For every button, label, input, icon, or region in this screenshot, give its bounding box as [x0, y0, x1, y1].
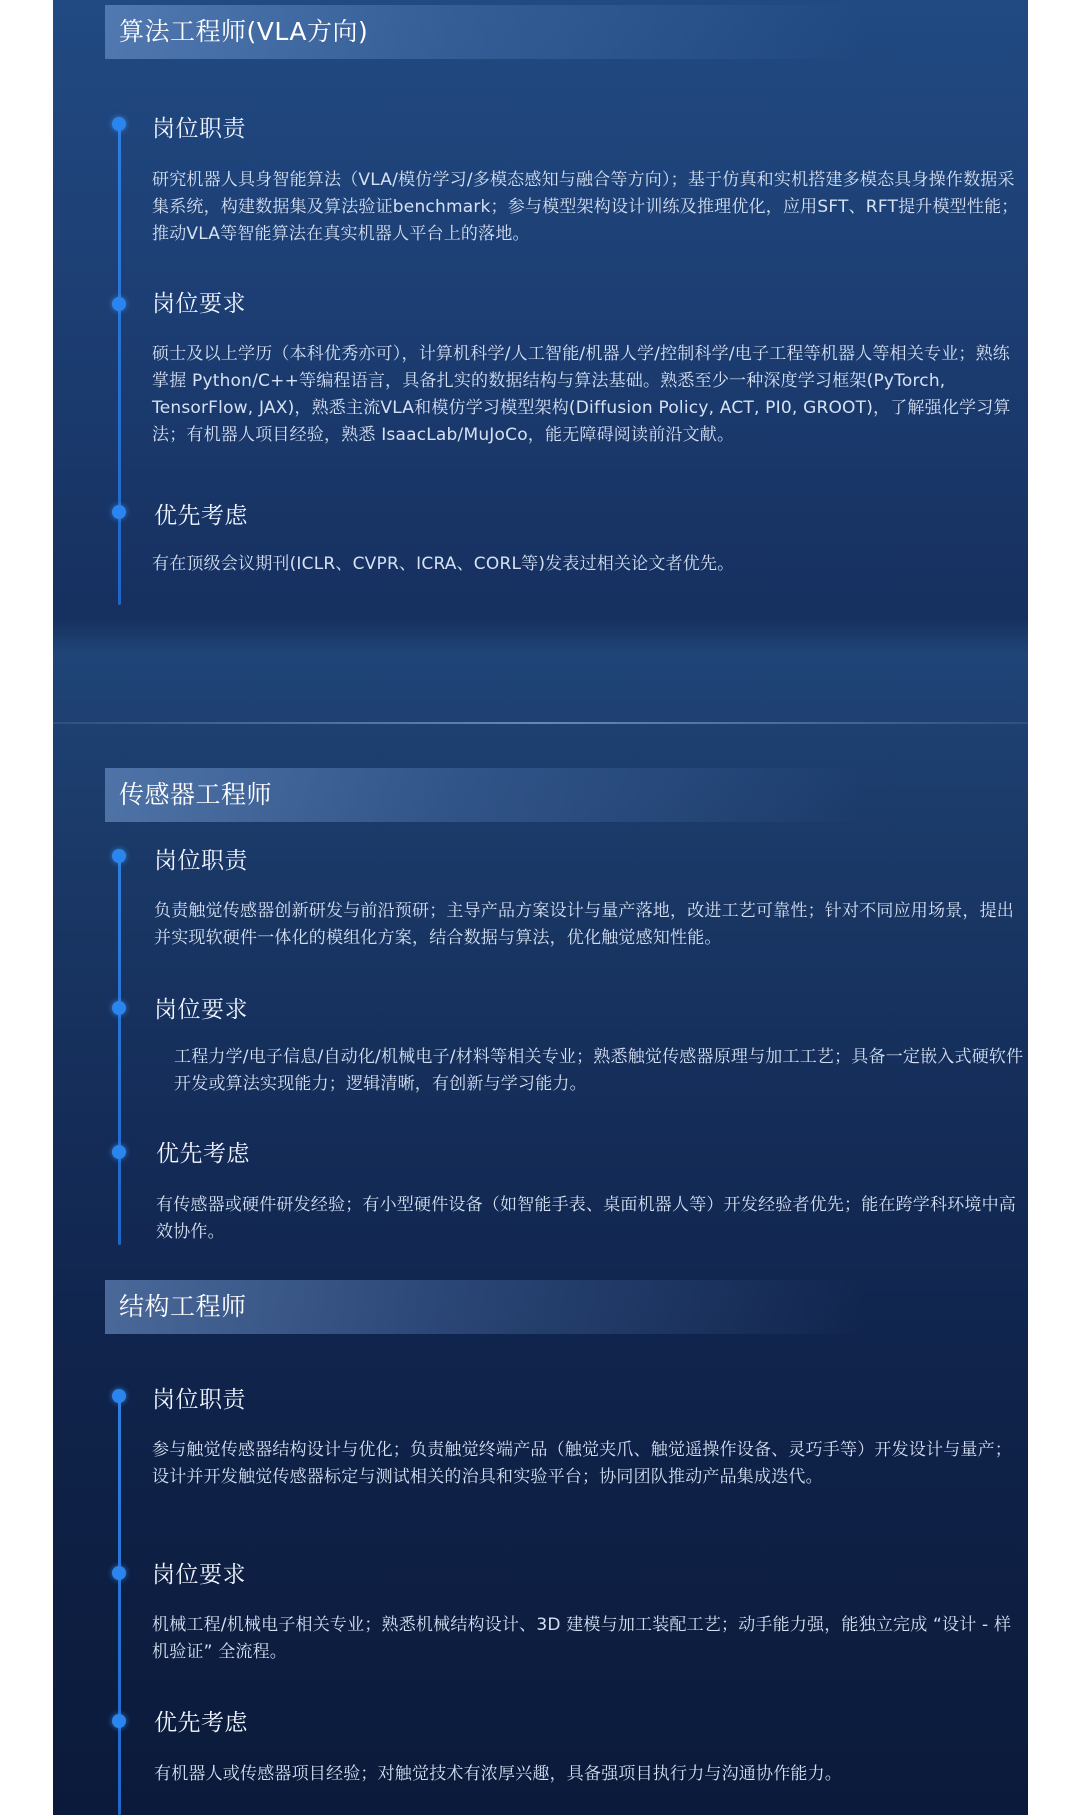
- recruitment-poster: [53, 0, 1028, 1815]
- timeline-dot: [112, 1001, 126, 1015]
- timeline-line: [118, 852, 121, 1245]
- block-heading-preferred: 优先考虑: [154, 503, 248, 529]
- timeline-dot: [112, 1145, 126, 1159]
- timeline-dot: [112, 297, 126, 311]
- block-heading-requirements: 岗位要求: [152, 291, 246, 317]
- block-text-requirements: 工程力学/电子信息/自动化/机械电子/材料等相关专业；熟悉触觉传感器原理与加工工艺；具备一定嵌入式硬软件开发或算法实现能力；逻辑清晰，有创新与学习能力。: [174, 1047, 1024, 1094]
- block-text-responsibilities: 负责触觉传感器创新研发与前沿预研；主导产品方案设计与量产落地，改进工艺可靠性；针对不同应用场景，提出并实现软硬件一体化的模组化方案，结合数据与算法，优化触觉感知性能。: [154, 901, 1014, 948]
- timeline-dot: [112, 1566, 126, 1580]
- job-title: 算法工程师(VLA方向): [119, 17, 369, 46]
- block-text-preferred: 有在顶级会议期刊(ICLR、CVPR、ICRA、CORL等)发表过相关论文者优先。: [152, 554, 735, 574]
- block-heading-preferred: 优先考虑: [156, 1141, 250, 1167]
- timeline-dot: [112, 1389, 126, 1403]
- job-title-bar: [105, 5, 865, 59]
- block-heading-preferred: 优先考虑: [154, 1710, 248, 1736]
- timeline-dot: [112, 117, 126, 131]
- block-heading-responsibilities: 岗位职责: [152, 1387, 246, 1413]
- job-title-bar: [105, 1280, 865, 1334]
- block-text-preferred: 有机器人或传感器项目经验；对触觉技术有浓厚兴趣，具备强项目执行力与沟通协作能力。: [154, 1764, 842, 1784]
- block-heading-requirements: 岗位要求: [152, 1562, 246, 1588]
- timeline-dot: [112, 849, 126, 863]
- timeline-line: [118, 1395, 121, 1815]
- job-title: 结构工程师: [119, 1292, 247, 1321]
- timeline-line: [118, 120, 121, 605]
- block-text-requirements: 硕士及以上学历（本科优秀亦可），计算机科学/人工智能/机器人学/控制科学/电子工程等机器人等相关专业；熟练掌握 Python/C++等编程语言，具备扎实的数据结构与算法基础。熟悉至少一种深度学习框架(PyTorch, TensorFlow, JAX)，熟悉主流VLA和模仿学习模型架构(Diffusion Policy, ACT, PI0, GROOT)，了解强化学习算法；有机器人项目经验，熟悉 IsaacLab/MuJoCo，能无障碍阅读前沿文献。: [152, 344, 1011, 445]
- block-text-responsibilities: 研究机器人具身智能算法（VLA/模仿学习/多模态感知与融合等方向）；基于仿真和实机搭建多模态具身操作数据采集系统，构建数据集及算法验证benchmark；参与模型架构设计训练及推理优化，应用SFT、RFT提升模型性能；推动VLA等智能算法在真实机器人平台上的落地。: [152, 170, 1019, 244]
- timeline-dot: [112, 505, 126, 519]
- job-title: 传感器工程师: [119, 780, 273, 809]
- timeline-dot: [112, 1714, 126, 1728]
- block-heading-responsibilities: 岗位职责: [154, 848, 248, 874]
- section-divider: [53, 722, 1028, 724]
- block-heading-responsibilities: 岗位职责: [152, 116, 246, 142]
- job-title-bar: [105, 768, 865, 822]
- block-heading-requirements: 岗位要求: [154, 997, 248, 1023]
- block-text-requirements: 机械工程/机械电子相关专业；熟悉机械结构设计、3D 建模与加工装配工艺；动手能力强，能独立完成 “设计 - 样机验证” 全流程。: [152, 1615, 1012, 1662]
- block-text-responsibilities: 参与触觉传感器结构设计与优化；负责触觉终端产品（触觉夹爪、触觉遥操作设备、灵巧手等）开发设计与量产；设计并开发触觉传感器标定与测试相关的治具和实验平台；协同团队推动产品集成迭代。: [152, 1440, 1012, 1487]
- block-text-preferred: 有传感器或硬件研发经验；有小型硬件设备（如智能手表、桌面机器人等）开发经验者优先；能在跨学科环境中高效协作。: [156, 1195, 1016, 1242]
